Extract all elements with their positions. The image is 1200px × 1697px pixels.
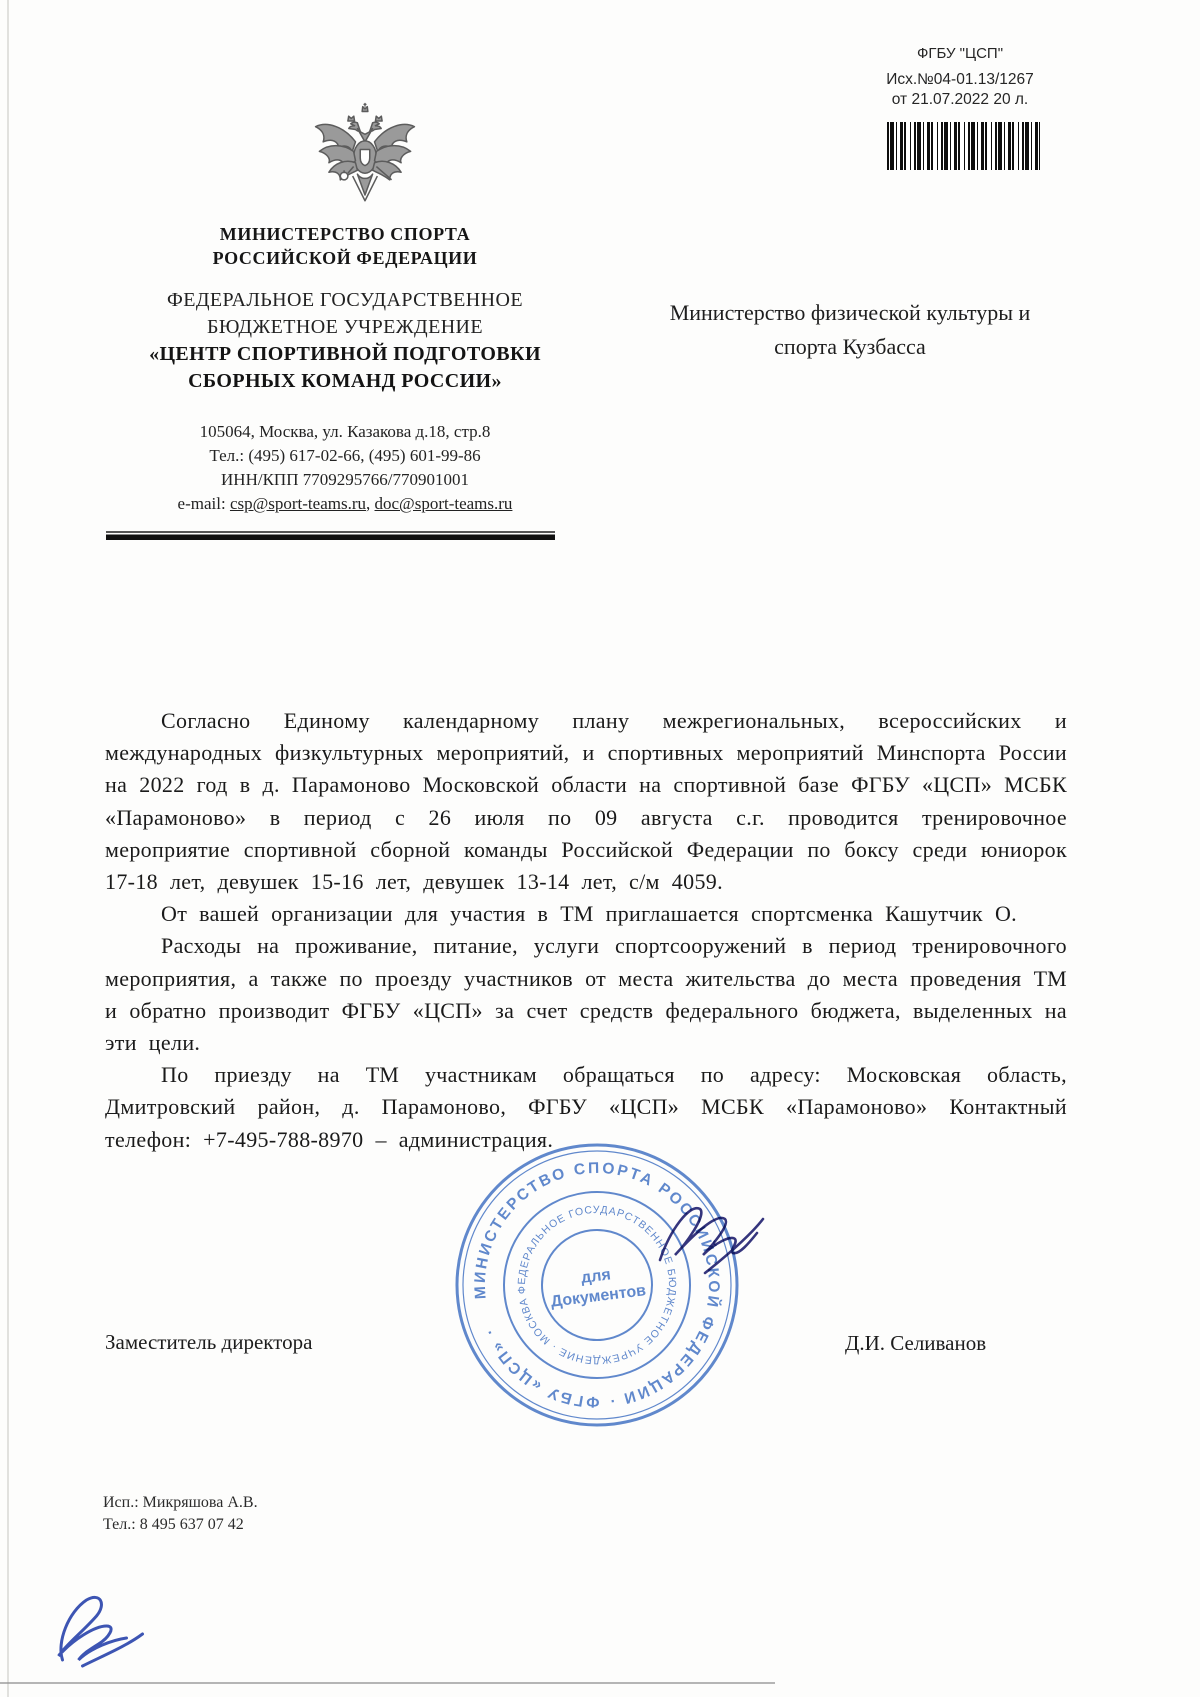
body-paragraph: Согласно Единому календарному плану межрегиональных, всероссийских и международных физкультурных мероприятий, и спортивных мероприятий Минспорта России на 2022 год в д. Парамоново Московской области на спортивной базе ФГБУ «ЦСП» МСБК «Парамоново» в период с 26 июля по 09 августа с.г. проводится тренировочное мероприятие спортивной сборной команды Российской Федерации по боксу среди юниорок 17-18 лет, девушек 15-16 лет, девушек 13-14 лет, с/м 4059. <box>105 708 1067 895</box>
body-paragraph: По приезду на ТМ участникам обращаться по адресу: Московская область, Дмитровский район, д. Парамоново, ФГБУ «ЦСП» МСБК «Парамоново» Контактный телефон: +7-495-788-8970 – администрация. <box>105 1062 1067 1152</box>
email-separator: , <box>366 494 375 513</box>
registration-org-short: ФГБУ "ЦСП" <box>916 45 1004 62</box>
registration-date: от 21.07.2022 20 л. <box>891 91 1029 108</box>
executor-phone: Тел.: 8 495 637 07 42 <box>103 1516 244 1533</box>
letterhead-email-line <box>105 492 585 516</box>
org-line3: «ЦЕНТР СПОРТИВНОЙ ПОДГОТОВКИ <box>149 343 541 365</box>
letterhead-inn-kpp: ИНН/КПП 7709295766/770901001 <box>221 470 469 489</box>
recipient-block <box>620 296 1080 364</box>
signer-position-title: Заместитель директора <box>105 1330 313 1354</box>
org-line1: ФЕДЕРАЛЬНОЕ ГОСУДАРСТВЕННОЕ <box>167 289 523 311</box>
scan-edge-line <box>7 0 9 1697</box>
stamp-center-line1: для <box>580 1266 612 1287</box>
body-paragraph: От вашей организации для участия в ТМ приглашается спортсменка Кашутчик О. <box>161 901 1017 927</box>
barcode <box>887 122 1040 170</box>
email-label: e-mail: <box>177 494 230 513</box>
signer-name: Д.И. Селиванов <box>845 1331 987 1355</box>
recipient-line1: Министерство физической культуры и <box>669 300 1031 325</box>
executor-block <box>103 1492 258 1536</box>
organization-name <box>105 287 585 395</box>
stamp-outer-ring-text: МИНИСТЕРСТВО СПОРТА РОССИЙСКОЙ ФЕДЕРАЦИИ · ФГБУ «ЦСП» · <box>471 1159 723 1411</box>
email-address-1: csp@sport-teams.ru <box>229 494 366 513</box>
body-paragraph: Расходы на проживание, питание, услуги спортсооружений в период тренировочного мероприятия, а также по проезду участников от места жительства до места проведения ТМ и обратно производит ФГБУ «ЦСП» за счет средств федерального бюджета, выделенных на эти цели. <box>105 933 1067 1056</box>
handwritten-mark <box>35 1582 200 1692</box>
executor-name: Исп.: Микряшова А.В. <box>103 1494 258 1511</box>
stamp-inner-ring-text: ФЕДЕРАЛЬНОЕ ГОСУДАРСТВЕННОЕ БЮДЖЕТНОЕ УЧРЕЖДЕНИЕ · МОСКВА <box>515 1203 679 1367</box>
letterhead-address: 105064, Москва, ул. Казакова д.18, стр.8 <box>199 422 491 441</box>
scan-bottom-line <box>0 1682 775 1684</box>
letterhead-contacts <box>105 420 585 516</box>
ministry-line2: РОССИЙСКОЙ ФЕДЕРАЦИИ <box>212 248 478 268</box>
stamp-center-line2: Документов <box>549 1282 647 1311</box>
russian-coat-of-arms-icon <box>308 96 422 220</box>
email-address-2: doc@sport-teams.ru <box>374 494 513 513</box>
registration-stamp <box>850 45 1070 110</box>
ministry-line1: МИНИСТЕРСТВО СПОРТА <box>219 224 471 244</box>
registration-outgoing-number: Исх.№04-01.13/1267 <box>886 71 1034 88</box>
org-line4: СБОРНЫХ КОМАНД РОССИИ» <box>188 370 502 392</box>
letterhead-divider <box>106 531 555 540</box>
recipient-line2: спорта Кузбасса <box>774 334 926 359</box>
org-line2: БЮДЖЕТНОЕ УЧРЕЖДЕНИЕ <box>206 316 484 338</box>
ministry-header <box>105 222 585 270</box>
letterhead-phones: Тел.: (495) 617-02-66, (495) 601-99-86 <box>209 446 481 465</box>
handwritten-signature <box>645 1185 785 1295</box>
letter-body <box>105 705 1067 1156</box>
